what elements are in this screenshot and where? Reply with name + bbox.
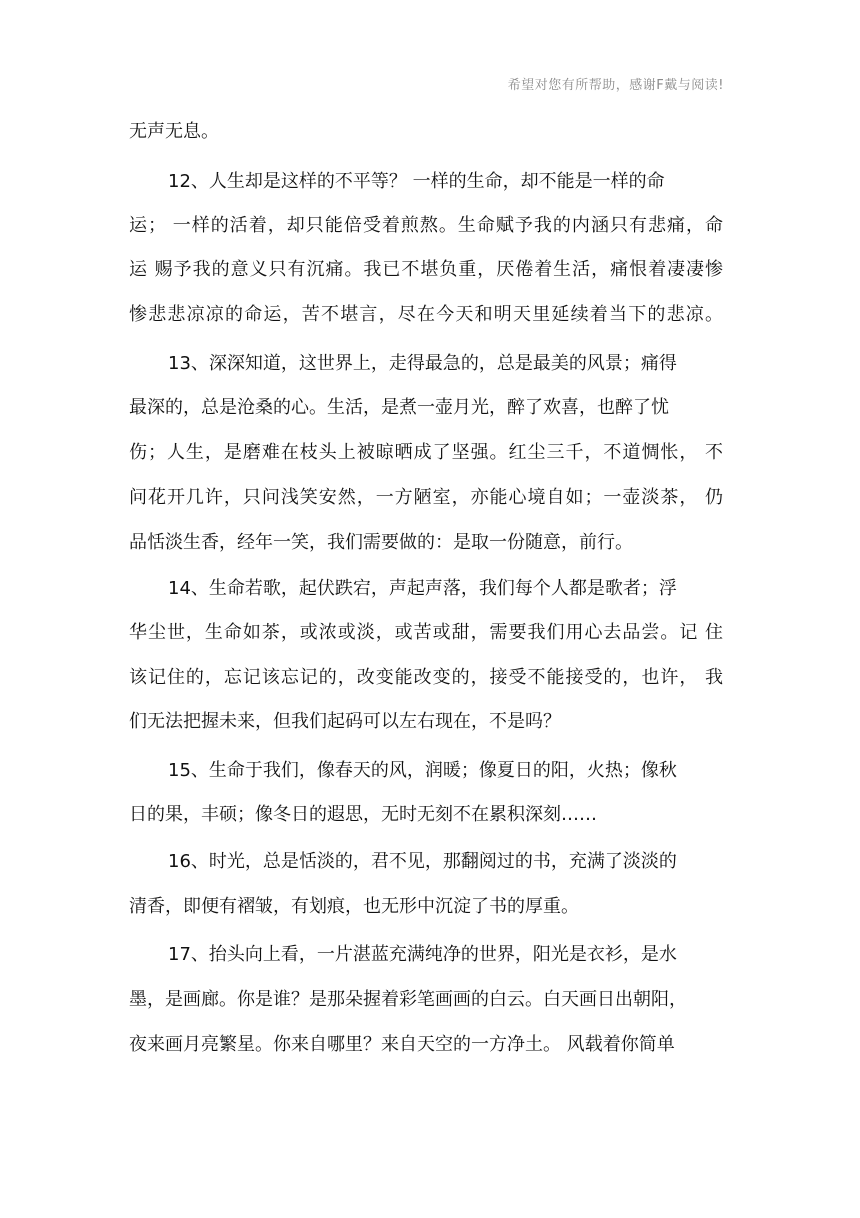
paragraph-17-line: 17、抬头向上看，一片湛蓝充满纯净的世界，阳光是衣衫，是水 (168, 944, 677, 965)
paragraph-12-line: 运 赐予我的意义只有沉痛。我已不堪负重，厌倦着生活，痛恨着凄凄惨 (129, 259, 723, 280)
paragraph-12-line: 惨悲悲凉凉的命运，苦不堪言，尽在今天和明天里延续着当下的悲凉。 (129, 304, 723, 325)
paragraph-12-line: 12、人生却是这样的不平等？ 一样的生命，却不能是一样的命 (168, 171, 665, 192)
paragraph-15-line: 15、生命于我们，像春天的风，润暖；像夏日的阳，火热；像秋 (168, 760, 677, 781)
paragraph-17-line: 墨，是画廊。你是谁？是那朵握着彩笔画画的白云。白天画日出朝阳， (129, 989, 687, 1010)
paragraph-15-line: 日的果，丰硕；像冬日的遐思，无时无刻不在累积深刻…… (129, 804, 597, 825)
paragraph-14-line: 该记住的，忘记该忘记的，改变能改变的，接受不能接受的，也许， 我 (129, 667, 723, 688)
paragraph-13-line: 最深的，总是沧桑的心。生活，是煮一壶月光，醉了欢喜，也醉了忧 (129, 397, 669, 418)
paragraph-13-line: 伤；人生，是磨难在枝头上被晾晒成了坚强。红尘三千，不道惆怅， 不 (129, 442, 723, 463)
paragraph-16-line: 清香，即便有褶皱，有划痕，也无形中沉淀了书的厚重。 (129, 896, 579, 917)
paragraph-13-line: 问花开几许，只问浅笑安然，一方陋室，亦能心境自如；一壶淡茶， 仍 (129, 487, 723, 508)
text-line: 无声无息。 (129, 121, 219, 142)
paragraph-14-line: 们无法把握未来，但我们起码可以左右现在，不是吗？ (129, 711, 561, 732)
paragraph-13-line: 品恬淡生香，经年一笑，我们需要做的：是取一份随意，前行。 (129, 532, 633, 553)
paragraph-14-line: 14、生命若歌，起伏跌宕，声起声落，我们每个人都是歌者；浮 (168, 578, 677, 599)
paragraph-14-line: 华尘世，生命如茶，或浓或淡，或苦或甜，需要我们用心去品尝。记 住 (129, 622, 723, 643)
paragraph-16-line: 16、时光，总是恬淡的，君不见，那翻阅过的书，充满了淡淡的 (168, 851, 677, 872)
paragraph-12-line: 运； 一样的活着，却只能倍受着煎熬。生命赋予我的内涵只有悲痛，命 (129, 215, 723, 236)
paragraph-13-line: 13、深深知道，这世界上，走得最急的，总是最美的风景；痛得 (168, 353, 677, 374)
header-note: 希望对您有所帮助，感谢F戴与阅读! (507, 78, 724, 93)
paragraph-17-line: 夜来画月亮繁星。你来自哪里？来自天空的一方净土。 风载着你简单 (129, 1034, 675, 1055)
